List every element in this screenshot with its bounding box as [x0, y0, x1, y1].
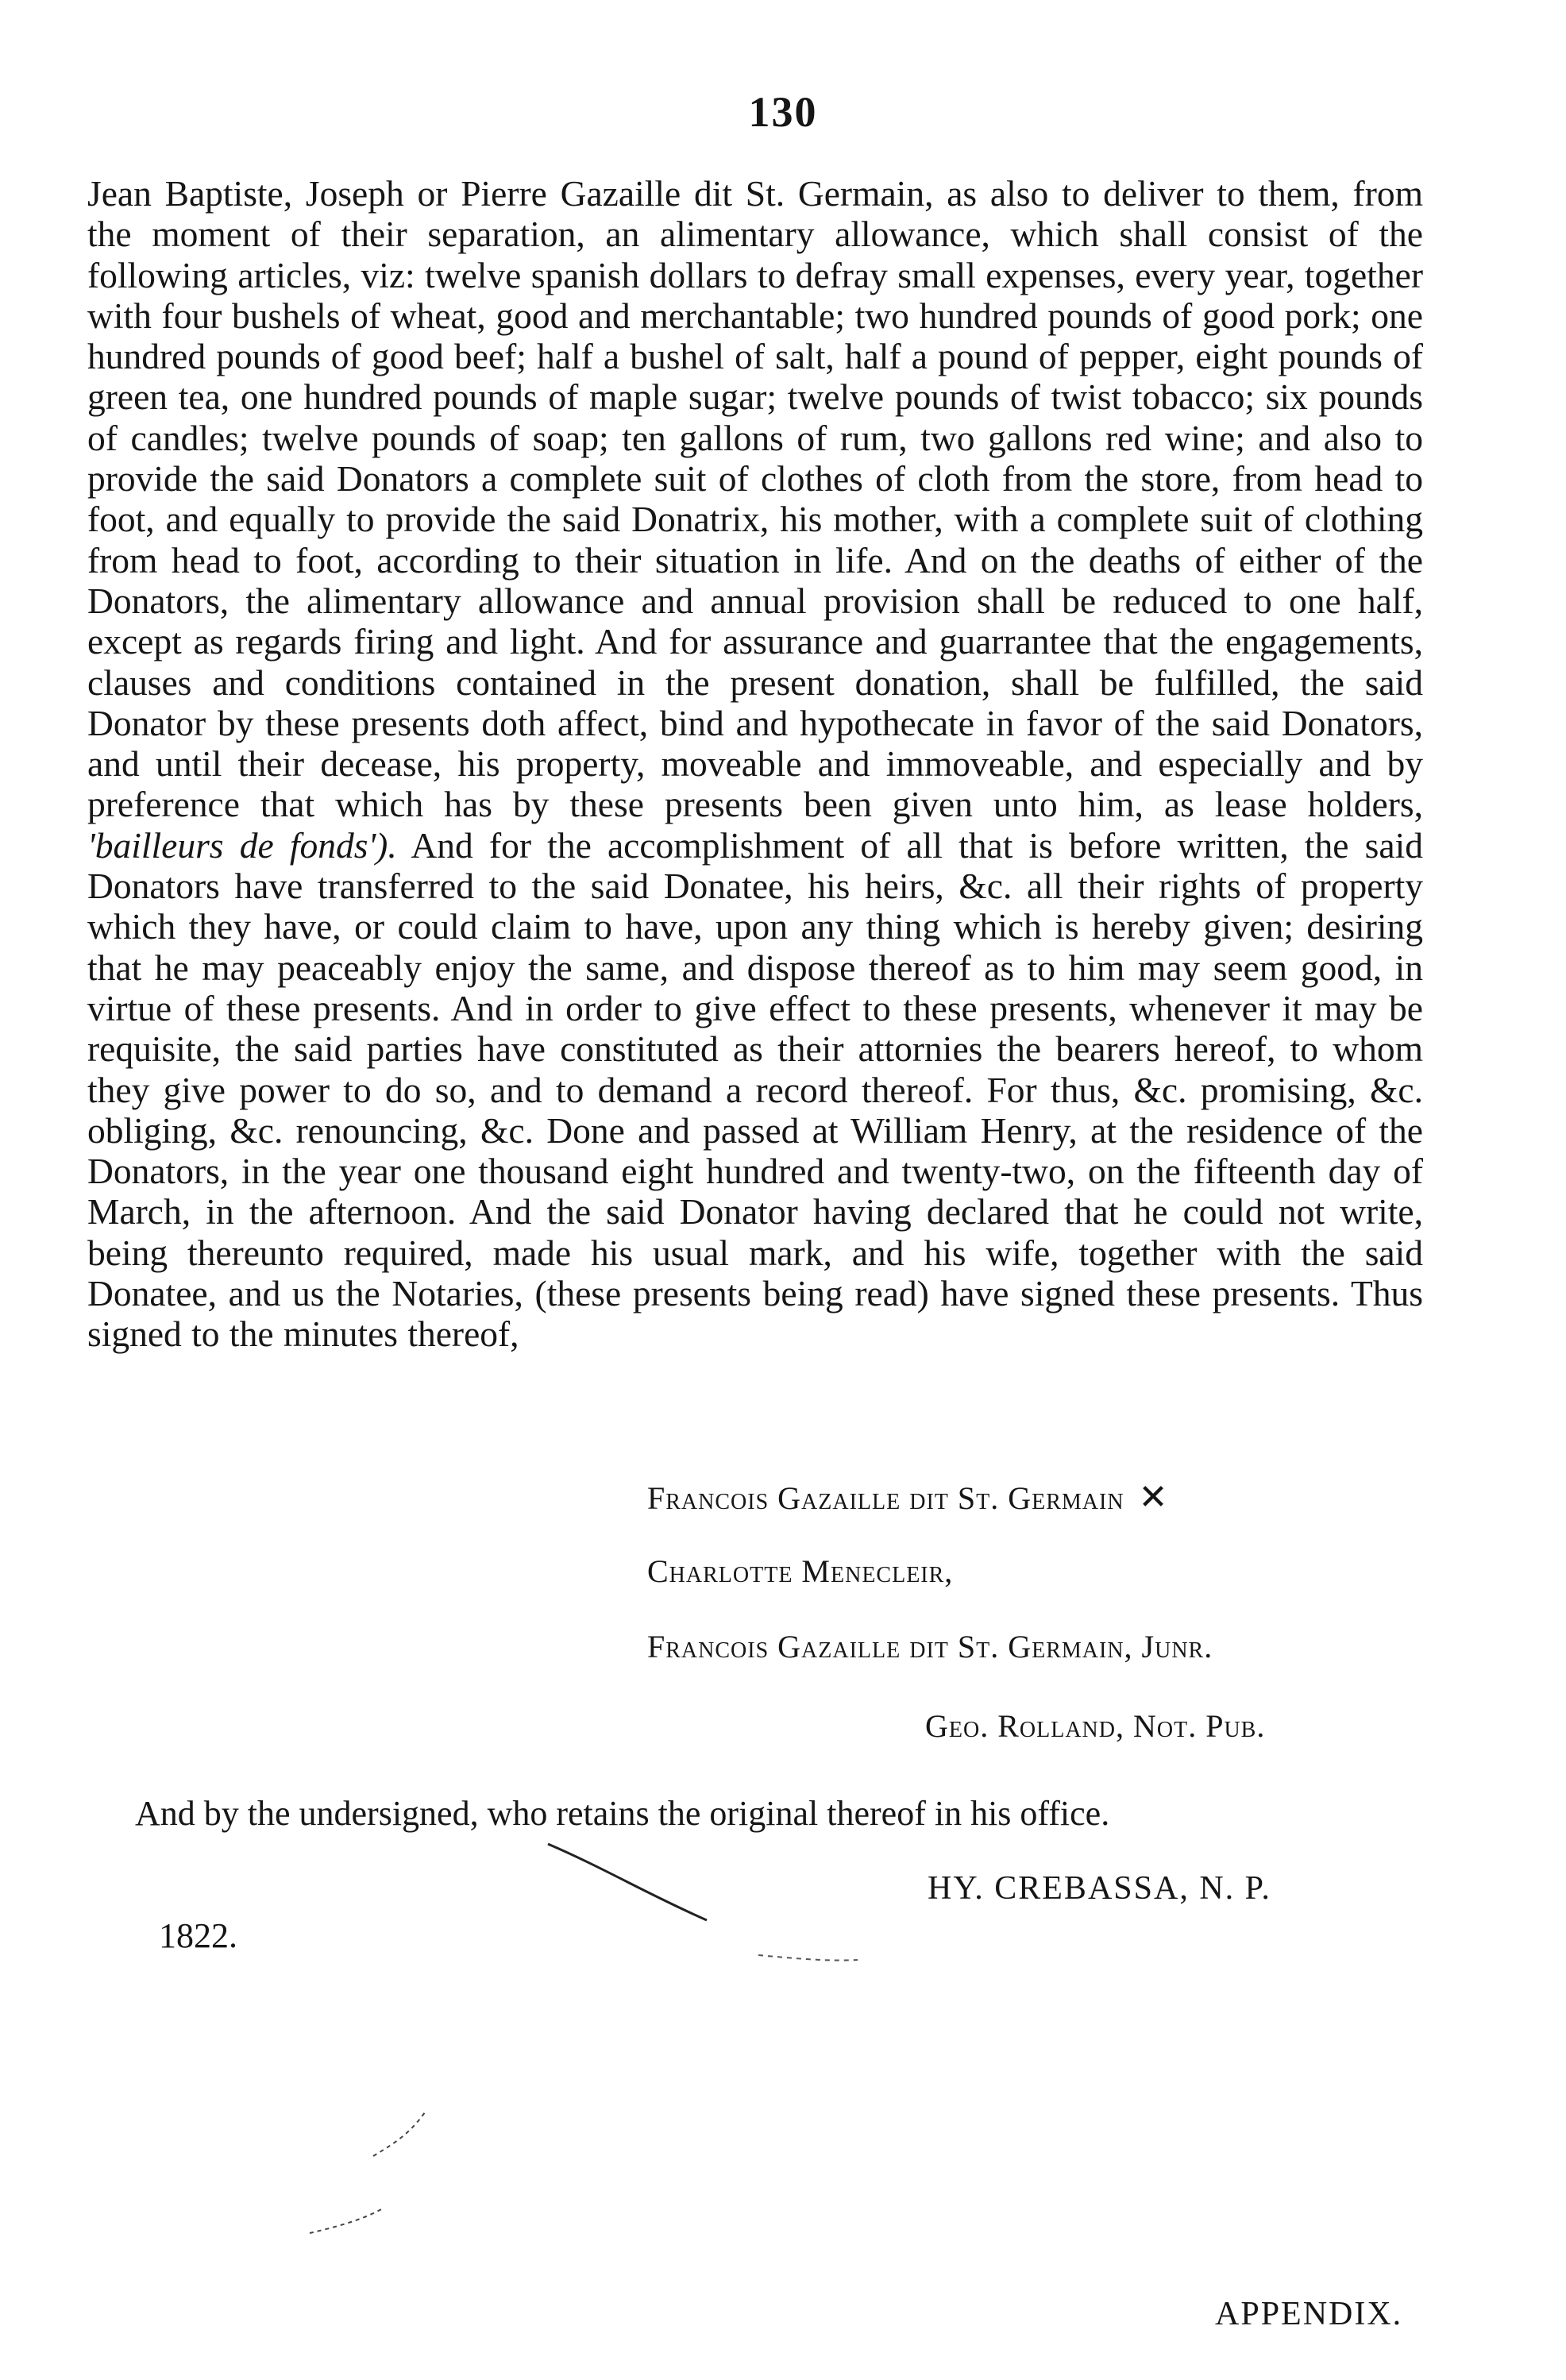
signature-flourish-stroke: [548, 1844, 707, 1920]
body-text-part-2: And for the accomplishment of all that is before written, the said Donators have transferred to the said Donatee, his heirs, &c. all their rights of property which they have, or could claim to have, upon any thing which is hereby given; desiring that he may peaceably enjoy the same, and dispose thereof as to him may seem good, in virtue of these presents. And in order to give effect to these presents, whenever it may be requisite, the said parties have constituted as their attornies the bearers hereof, to whom they give power to do so, and to demand a record thereof. For thus, &c. promising, &c. obliging, &c. renouncing, &c. Done and passed at William Henry, at the residence of the Donators, in the year one thousand eight hundred and twenty-two, on the fifteenth day of March, in the afternoon. And the said Donator having declared that he could not write, being thereunto required, made his usual mark, and his wife, together with the said Donatee, and us the Notaries, (these presents being read) have signed these presents. Thus signed to the minutes thereof,: [87, 824, 1423, 1355]
flourish-tail-stroke: [758, 1955, 858, 1961]
stray-stroke-upper: [373, 2112, 425, 2156]
signature-francois-senior: [647, 1477, 1168, 1518]
page-number: 130: [748, 88, 818, 136]
body-text-italic-phrase: 'bailleurs de fonds').: [87, 824, 397, 866]
catchword-appendix: APPENDIX.: [1215, 2296, 1403, 2332]
attestation-line: And by the undersigned, who retains the original thereof in his office.: [135, 1794, 1110, 1833]
cross-mark-icon: ✕: [1138, 1478, 1169, 1517]
signature-rolland: Geo. Rolland, Not. Pub.: [925, 1708, 1266, 1744]
donation-body-text: [87, 173, 1423, 1355]
document-year: 1822.: [159, 1916, 237, 1955]
signature-francois-senior-name: Francois Gazaille dit St. Germain: [647, 1480, 1124, 1516]
body-text-part-1: Jean Baptiste, Joseph or Pierre Gazaille dit St. Germain, as also to deliver to them, from the moment of their separation, an alimentary allowance, which shall consist of the following articles, viz: twelve spanish dollars to defray small expenses, every year, together with four bushels of wheat, good and merchantable; two hundred pounds of good pork; one hundred pounds of good beef; half a bushel of salt, half a pound of pepper, eight pounds of green tea, one hundred pounds of maple sugar; twelve pounds of twist tobacco; six pounds of candles; twelve pounds of soap; ten gallons of rum, two gallons red wine; and also to provide the said Donators a complete suit of clothes of cloth from the store, from head to foot, and equally to provide the said Donatrix, his mother, with a complete suit of clothing from head to foot, according to their situation in life. And on the deaths of either of the Donators, the alimentary allowance and annual provision shall be reduced to one half, except as regards firing and light. And for assurance and guarrantee that the engagements, clauses and conditions contained in the present donation, shall be fulfilled, the said Donator by these presents doth affect, bind and hypothecate in favor of the said Donators, and until their decease, his property, moveable and immoveable, and especially and by preference that which has by these presents been given unto him, as lease holders,: [87, 173, 1423, 825]
stray-stroke-lower: [310, 2209, 381, 2233]
notary-signature-crebassa: HY. CREBASSA, N. P.: [928, 1870, 1271, 1907]
signature-francois-junior: Francois Gazaille dit St. Germain, Junr.: [647, 1629, 1213, 1664]
signature-charlotte: Charlotte Menecleir,: [647, 1553, 954, 1589]
